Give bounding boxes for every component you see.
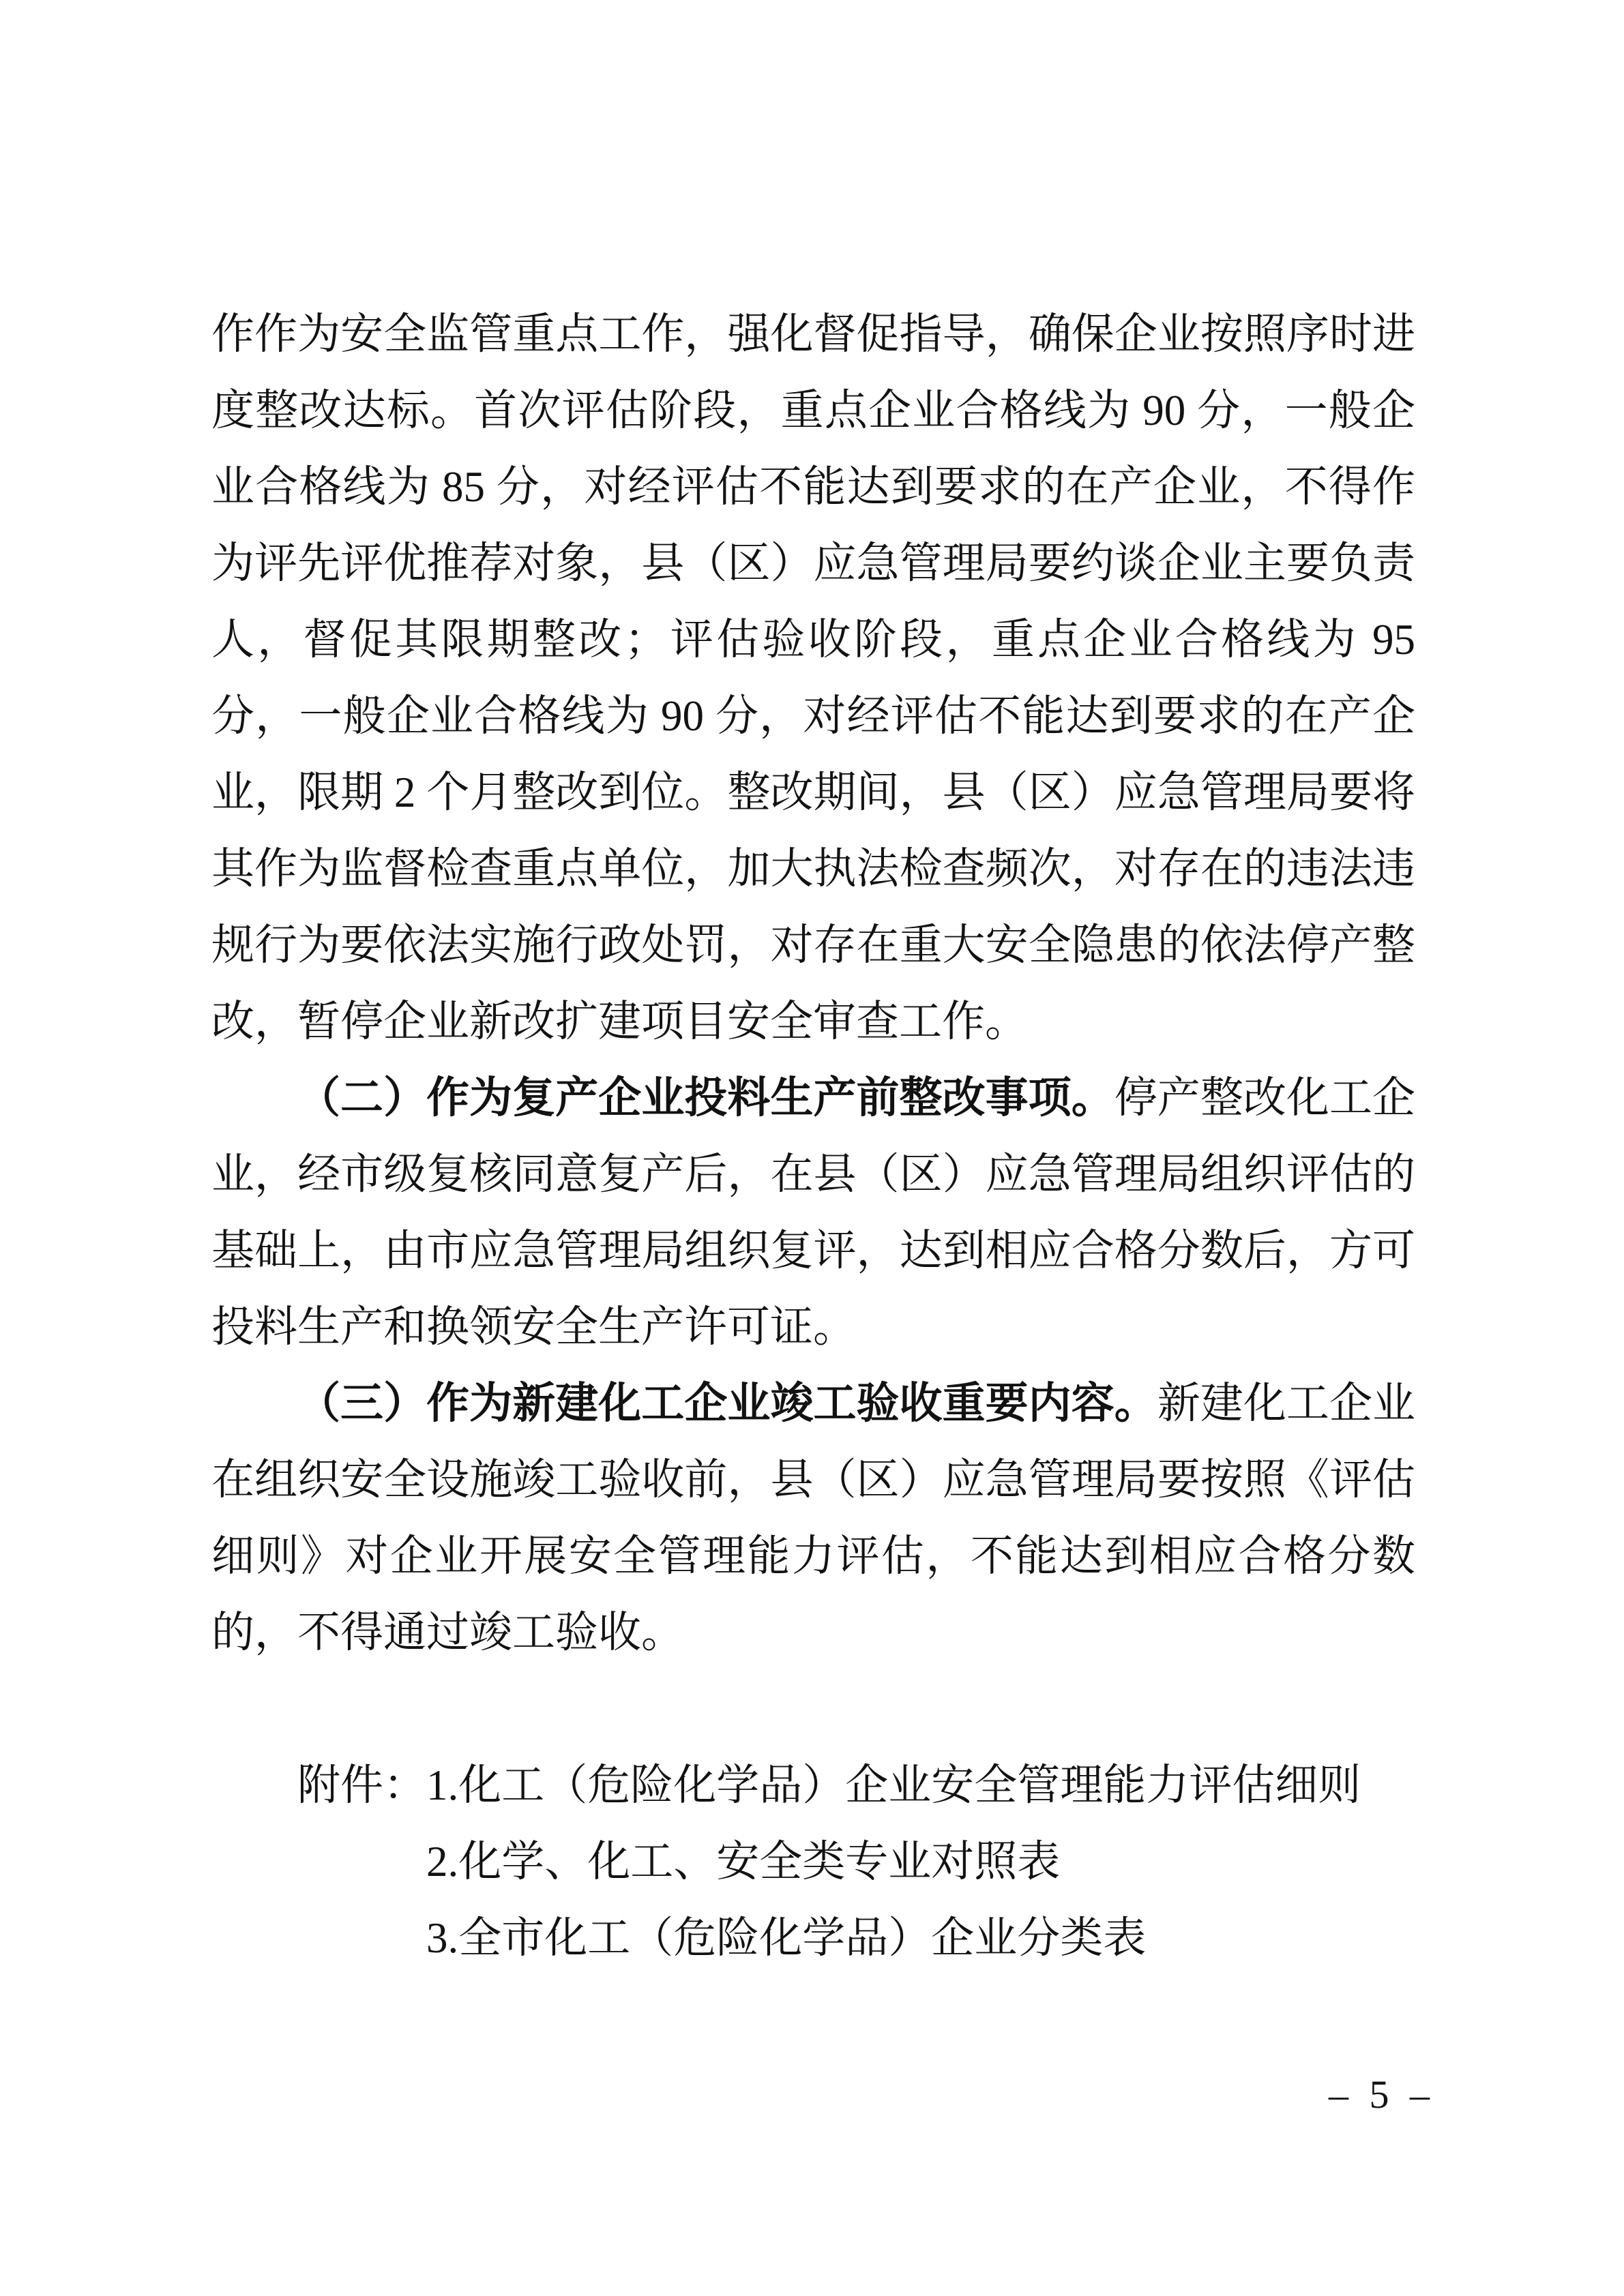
page-number: – 5 – xyxy=(1329,2072,1435,2117)
attachments-label: 附件： xyxy=(297,1761,426,1809)
attachment-item-3: 3.全市化工（危险化学品）企业分类表 xyxy=(426,1914,1147,1962)
document-body xyxy=(211,296,1415,1976)
attachment-item-1: 1.化工（危险化学品）企业安全管理能力评估细则 xyxy=(426,1761,1361,1809)
paragraph-2-text: 停产整改化工企业，经市级复核同意复产后，在县（区）应急管理局组织评估的基础上，由市应急管理局组织复评，达到相应合格分数后，方可投料生产和换领安全生产许可证。 xyxy=(211,1074,1416,1351)
attachments-list xyxy=(426,1747,1415,1976)
body-paragraph-3 xyxy=(211,1365,1415,1671)
paragraph-3-text: 新建化工企业在组织安全设施竣工验收前，县（区）应急管理局要按照《评估细则》对企业开展安全管理能力评估，不能达到相应合格分数的，不得通过竣工验收。 xyxy=(211,1380,1416,1656)
body-paragraph-2 xyxy=(211,1060,1415,1365)
attachments-block xyxy=(297,1747,1415,1976)
paragraph-1-text: 作作为安全监管重点工作，强化督促指导，确保企业按照序时进度整改达标。首次评估阶段，重点企业合格线为 90 分，一般企业合格线为 85 分，对经评估不能达到要求的在产企业，不得作为评先评优推荐对象，县（区）应急管理局要约谈企业主要负责人，督促其限期整改；评估验收阶段，重点企业合格线为 95 分，一般企业合格线为 90 分，对经评估不能达到要求的在产企业，限期 2 个月整改到位。整改期间，县（区）应急管理局要将其作为监督检查重点单位，加大执法检查频次，对存在的违法违规行为要依法实施行政处罚，对存在重大安全隐患的依法停产整改，暂停企业新改扩建项目安全审查工作。 xyxy=(211,310,1415,1045)
attachment-item-2: 2.化学、化工、安全类专业对照表 xyxy=(426,1838,1061,1885)
body-paragraph-1 xyxy=(211,296,1415,1060)
paragraph-2-heading: （二）作为复产企业投料生产前整改事项。 xyxy=(297,1074,1114,1122)
paragraph-3-heading: （三）作为新建化工企业竣工验收重要内容。 xyxy=(297,1380,1157,1427)
blank-line xyxy=(211,1671,1415,1747)
